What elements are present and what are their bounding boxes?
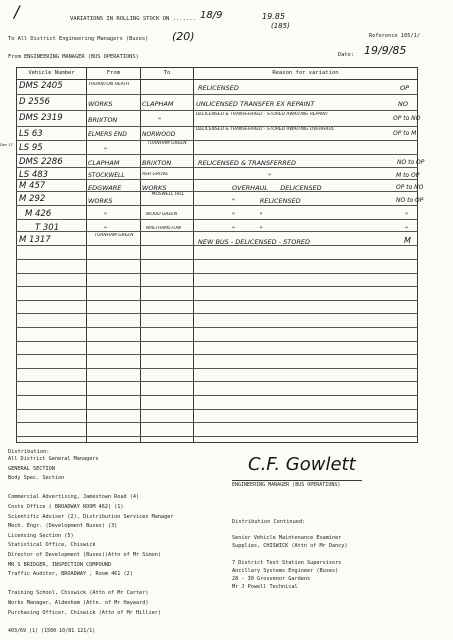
date-label: Date: <box>338 52 354 58</box>
vehicle-number: T 301 <box>35 223 60 233</box>
status-code: NO <box>398 100 408 108</box>
reason: " <box>268 172 271 180</box>
form-code: 403/69 (1) (1500 10/81 121/1) <box>8 628 96 634</box>
from-line: From ENGINEERING MANAGER (BUS OPERATIONS) <box>8 54 139 60</box>
reason: OVERHAUL DELICENSED <box>232 184 322 192</box>
vehicle-number: M 1317 <box>19 235 51 245</box>
status-code: OP to NO <box>396 184 424 191</box>
signature-caption: ENGINEERING MANAGER (BUS OPERATIONS) <box>232 482 341 488</box>
row-divider <box>16 409 418 410</box>
title-paren: (185) <box>271 22 290 30</box>
from-garage: " <box>104 146 107 154</box>
status-code: OP to NO <box>393 115 421 122</box>
reason: " " <box>232 225 263 233</box>
lines_right-line: Ancillary Systems Engineer (Buses) <box>232 567 339 574</box>
lines_left-line: Director of Development (Buses)(Attn of Mr Simon) <box>8 551 162 558</box>
row-divider <box>16 219 418 220</box>
row-divider <box>16 94 418 95</box>
to-garage: BRIXTON <box>142 159 172 167</box>
status-code: NO to OP <box>397 159 425 166</box>
reason: RELICENSED & TRANSFERRED <box>198 159 297 167</box>
row-divider <box>16 368 418 369</box>
row-divider <box>16 422 418 423</box>
status-code: OP <box>400 84 410 92</box>
to-garage: WOOD GREEN <box>146 212 178 217</box>
reason: " " <box>232 211 263 219</box>
header-from: From <box>106 70 121 76</box>
header-to: To <box>163 70 171 76</box>
row-divider <box>16 354 418 355</box>
lines_left-line: Works Manager, Aldenham (Attn. of Mr Hayward) <box>8 599 149 606</box>
lines_left-line <box>8 485 238 495</box>
from-garage: BRIXTON <box>88 116 118 124</box>
to-garage: WORKS <box>142 184 167 192</box>
row-divider <box>16 395 418 396</box>
distribution-heading: Distribution: <box>8 449 50 455</box>
lines_left-line: MR S BRIDGER, INSPECTION COMPOUND <box>8 561 112 568</box>
distribution-list <box>8 456 238 619</box>
from-garage: WORKS <box>88 197 113 205</box>
lines_right-line: 7 District Test Station Supervisors <box>232 559 342 566</box>
reason: NEW BUS - DELICENSED - STORED <box>198 238 310 246</box>
lines_left-line: Costs Office ( BROADWAY ROOM 462) (1) <box>8 503 124 510</box>
to-garage: CLAPHAM <box>142 100 174 108</box>
vehicle-number: M 426 <box>25 209 52 219</box>
from-garage: TURNHAM GREEN <box>94 233 134 238</box>
lines_left-line: Commercial Advertising, Jamestown Road (4) <box>8 494 140 501</box>
lines_left-line: All District General Managers <box>8 456 99 462</box>
row-divider <box>16 167 418 168</box>
signature: C.F. Gowlett <box>248 454 356 475</box>
lines_left-line: Mech. Engr. (Development Buses) (3) <box>8 523 118 530</box>
distribution-continued-list <box>232 535 447 592</box>
row-divider <box>16 341 418 342</box>
row-divider <box>16 205 418 206</box>
row-divider <box>16 300 418 301</box>
lines_left-line: GENERAL SECTION <box>8 465 55 472</box>
lines_right-line: Mr J Powell Technical <box>232 584 298 591</box>
from-garage: EDGWARE <box>88 184 122 192</box>
lines_right-line: 28 - 30 Grosvenor Gardens <box>232 575 311 582</box>
margin-note: Dec 17 <box>0 143 13 147</box>
distribution-continued-heading: Distribution Continued: <box>232 519 306 525</box>
addressee: To All District Engineering Managers (Buses) <box>8 36 149 42</box>
reference: Reference 105/1/ <box>369 33 421 39</box>
reason: DELICENSED & TRANSFERRED - STORED AWAITING OVERHAUL <box>196 127 335 132</box>
from-garage: WORKS <box>88 100 113 108</box>
row-divider <box>16 259 418 260</box>
vehicle-number: M 292 <box>19 194 46 204</box>
status-code: OP to M <box>393 130 417 137</box>
vehicle-number: DMS 2286 <box>19 157 63 167</box>
form-title: VARIATIONS IN ROLLING STOCK ON ....... <box>70 16 196 22</box>
lines_left-line: Purchasing Officer, Chiswick (Attn of Mr Hillier) <box>8 609 162 616</box>
lines_right-line: Supplies, CHISWICK (Attn of Mr Dancy) <box>232 543 348 550</box>
row-divider <box>16 273 418 274</box>
to-garage: WALTHAMSTOW <box>146 226 182 231</box>
lines_left-line <box>8 581 238 591</box>
to-garage: ASH GROVE <box>142 172 169 177</box>
status-code: M <box>404 236 411 245</box>
header-reason: Reason for variation <box>272 70 339 76</box>
to-garage: MUSWELL HILL <box>151 192 185 197</box>
status-code: " <box>405 225 408 233</box>
lines_left-line: Licensing Section (5) <box>8 532 74 539</box>
slash-mark: / <box>14 2 20 21</box>
row-divider <box>16 381 418 382</box>
row-divider <box>16 286 418 287</box>
from-garage: THORNTON HEATH <box>88 82 130 87</box>
status-code: M to OP <box>396 172 420 179</box>
lines_left-line: Statistical Office, Chiswick <box>8 542 96 549</box>
reason: UNLICENSED TRANSFER EX REPAINT <box>196 100 315 108</box>
reason: RELICENSED <box>198 84 239 92</box>
from-garage: CLAPHAM <box>88 159 120 167</box>
from-garage: STOCKWELL <box>88 172 125 179</box>
vehicle-number: DMS 2319 <box>19 113 63 123</box>
to-garage: " <box>158 116 161 124</box>
title-year: 19.85 <box>262 12 285 21</box>
lines_right-line: Senior Vehicle Maintenance Examiner <box>232 535 342 541</box>
reason: DELICENSED & TRANSFERRED - STORED AWAITING REPAINT <box>196 112 329 117</box>
to-garage: NORWOOD <box>142 131 176 138</box>
from-garage: ELMERS END <box>88 131 127 138</box>
row-divider <box>16 154 418 155</box>
date-value: 19/9/85 <box>364 44 407 57</box>
lines_left-line: Traffic Auditor, BROADWAY , Room 461 (2) <box>8 571 133 578</box>
row-divider <box>16 110 418 111</box>
vehicle-number: LS 483 <box>19 170 49 180</box>
header-vehicle-number: Vehicle Number <box>28 70 75 76</box>
vehicle-number: LS 95 <box>19 143 43 153</box>
to-garage: TURNHAM GREEN <box>147 141 187 146</box>
row-divider <box>16 313 418 314</box>
from-garage: " <box>104 225 107 233</box>
row-divider <box>16 140 418 141</box>
lines_left-line: Body Spec. Section <box>8 475 65 482</box>
lines_left-line: Scientific Adviser (2), Distribution Services Manager <box>8 513 174 520</box>
vehicle-number: D 2556 <box>19 97 50 107</box>
status-code: " <box>405 211 408 219</box>
row-divider <box>16 327 418 328</box>
vehicle-number: M 457 <box>19 181 46 191</box>
lines_left-line: Training School, Chiswick (Attn of Mr Carter) <box>8 590 149 597</box>
status-code: NO to OP <box>396 197 424 204</box>
vehicle-number: LS 63 <box>19 129 43 139</box>
reason: " RELICENSED <box>232 197 301 205</box>
lines_right-line <box>232 551 447 559</box>
addressee-count: (20) <box>172 30 195 43</box>
title-date: 18/9 <box>200 10 223 21</box>
row-divider <box>16 436 418 437</box>
from-garage: " <box>104 211 107 219</box>
vehicle-number: DMS 2405 <box>19 81 63 91</box>
